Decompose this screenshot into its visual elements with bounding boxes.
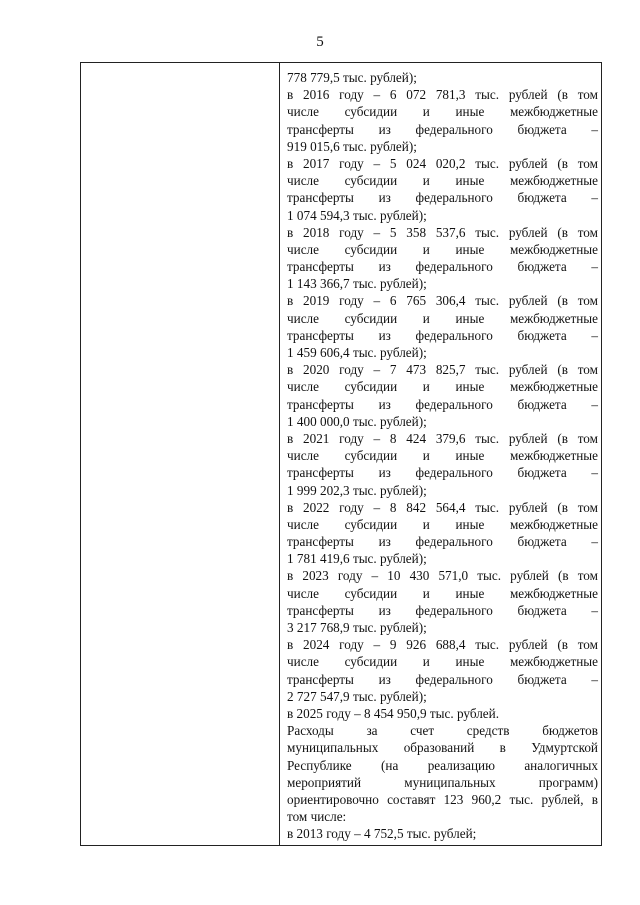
text-line: трансферты из федерального бюджета – <box>287 190 598 206</box>
text-line: числе субсидии и иные межбюджетные <box>287 585 598 601</box>
text-line: трансферты из федерального бюджета – <box>287 396 598 412</box>
text-line: 1 999 202,3 тыс. рублей); <box>287 482 427 498</box>
text-line: 778 779,5 тыс. рублей); <box>287 70 417 85</box>
budget-text-cell <box>287 69 598 842</box>
text-line: в 2024 году – 9 926 688,4 тыс. рублей (в том <box>287 637 598 653</box>
text-line: в 2018 году – 5 358 537,6 тыс. рублей (в том <box>287 224 598 240</box>
text-line: в 2020 году – 7 473 825,7 тыс. рублей (в том <box>287 362 598 378</box>
text-line: трансферты из федерального бюджета – <box>287 259 598 275</box>
text-line: муниципальных образований в Удмуртской <box>287 740 598 756</box>
text-line: 3 217 768,9 тыс. рублей); <box>287 620 427 635</box>
text-line: Расходы за счет средств бюджетов <box>287 723 598 739</box>
text-line: в 2019 году – 6 765 306,4 тыс. рублей (в том <box>287 293 598 309</box>
text-line: трансферты из федерального бюджета – <box>287 671 598 687</box>
text-line: числе субсидии и иные межбюджетные <box>287 448 598 464</box>
text-line: 1 400 000,0 тыс. рублей); <box>287 413 427 429</box>
column-divider <box>279 63 280 845</box>
text-line: ориентировочно составят 123 960,2 тыс. рублей, в <box>287 791 598 807</box>
text-line: в 2021 году – 8 424 379,6 тыс. рублей (в том <box>287 430 598 446</box>
text-line: 1 781 419,6 тыс. рублей); <box>287 551 427 567</box>
text-line: в 2023 году – 10 430 571,0 тыс. рублей (в том <box>287 568 598 584</box>
text-line: том числе: <box>287 809 347 825</box>
text-line: 2 727 547,9 тыс. рублей); <box>287 688 427 704</box>
text-line: числе субсидии и иные межбюджетные <box>287 654 598 670</box>
text-line: числе субсидии и иные межбюджетные <box>287 310 598 326</box>
text-line: 1 459 606,4 тыс. рублей); <box>287 345 427 360</box>
text-line: мероприятий муниципальных программ) <box>287 774 598 790</box>
page-number: 5 <box>316 34 324 50</box>
budget-table <box>80 62 602 846</box>
text-line: трансферты из федерального бюджета – <box>287 121 598 137</box>
text-line: числе субсидии и иные межбюджетные <box>287 173 598 189</box>
text-line: в 2025 году – 8 454 950,9 тыс. рублей. <box>287 705 499 721</box>
text-line: в 2022 году – 8 842 564,4 тыс. рублей (в том <box>287 499 598 515</box>
text-line: 1 143 366,7 тыс. рублей); <box>287 276 427 292</box>
text-line: числе субсидии и иные межбюджетные <box>287 241 598 257</box>
text-line: числе субсидии и иные межбюджетные <box>287 379 598 395</box>
text-line: 1 074 594,3 тыс. рублей); <box>287 207 427 223</box>
text-line: в 2017 году – 5 024 020,2 тыс. рублей (в том <box>287 155 598 171</box>
text-line: 919 015,6 тыс. рублей); <box>287 138 417 154</box>
text-line: трансферты из федерального бюджета – <box>287 602 598 618</box>
text-line: трансферты из федерального бюджета – <box>287 465 598 481</box>
text-line: числе субсидии и иные межбюджетные <box>287 104 598 120</box>
text-line: в 2013 году – 4 752,5 тыс. рублей; <box>287 826 477 842</box>
text-line: трансферты из федерального бюджета – <box>287 534 598 550</box>
text-line: трансферты из федерального бюджета – <box>287 327 598 343</box>
text-line: числе субсидии и иные межбюджетные <box>287 516 598 532</box>
text-line: Республике (на реализацию аналогичных <box>287 757 598 773</box>
text-line: в 2016 году – 6 072 781,3 тыс. рублей (в том <box>287 87 598 103</box>
